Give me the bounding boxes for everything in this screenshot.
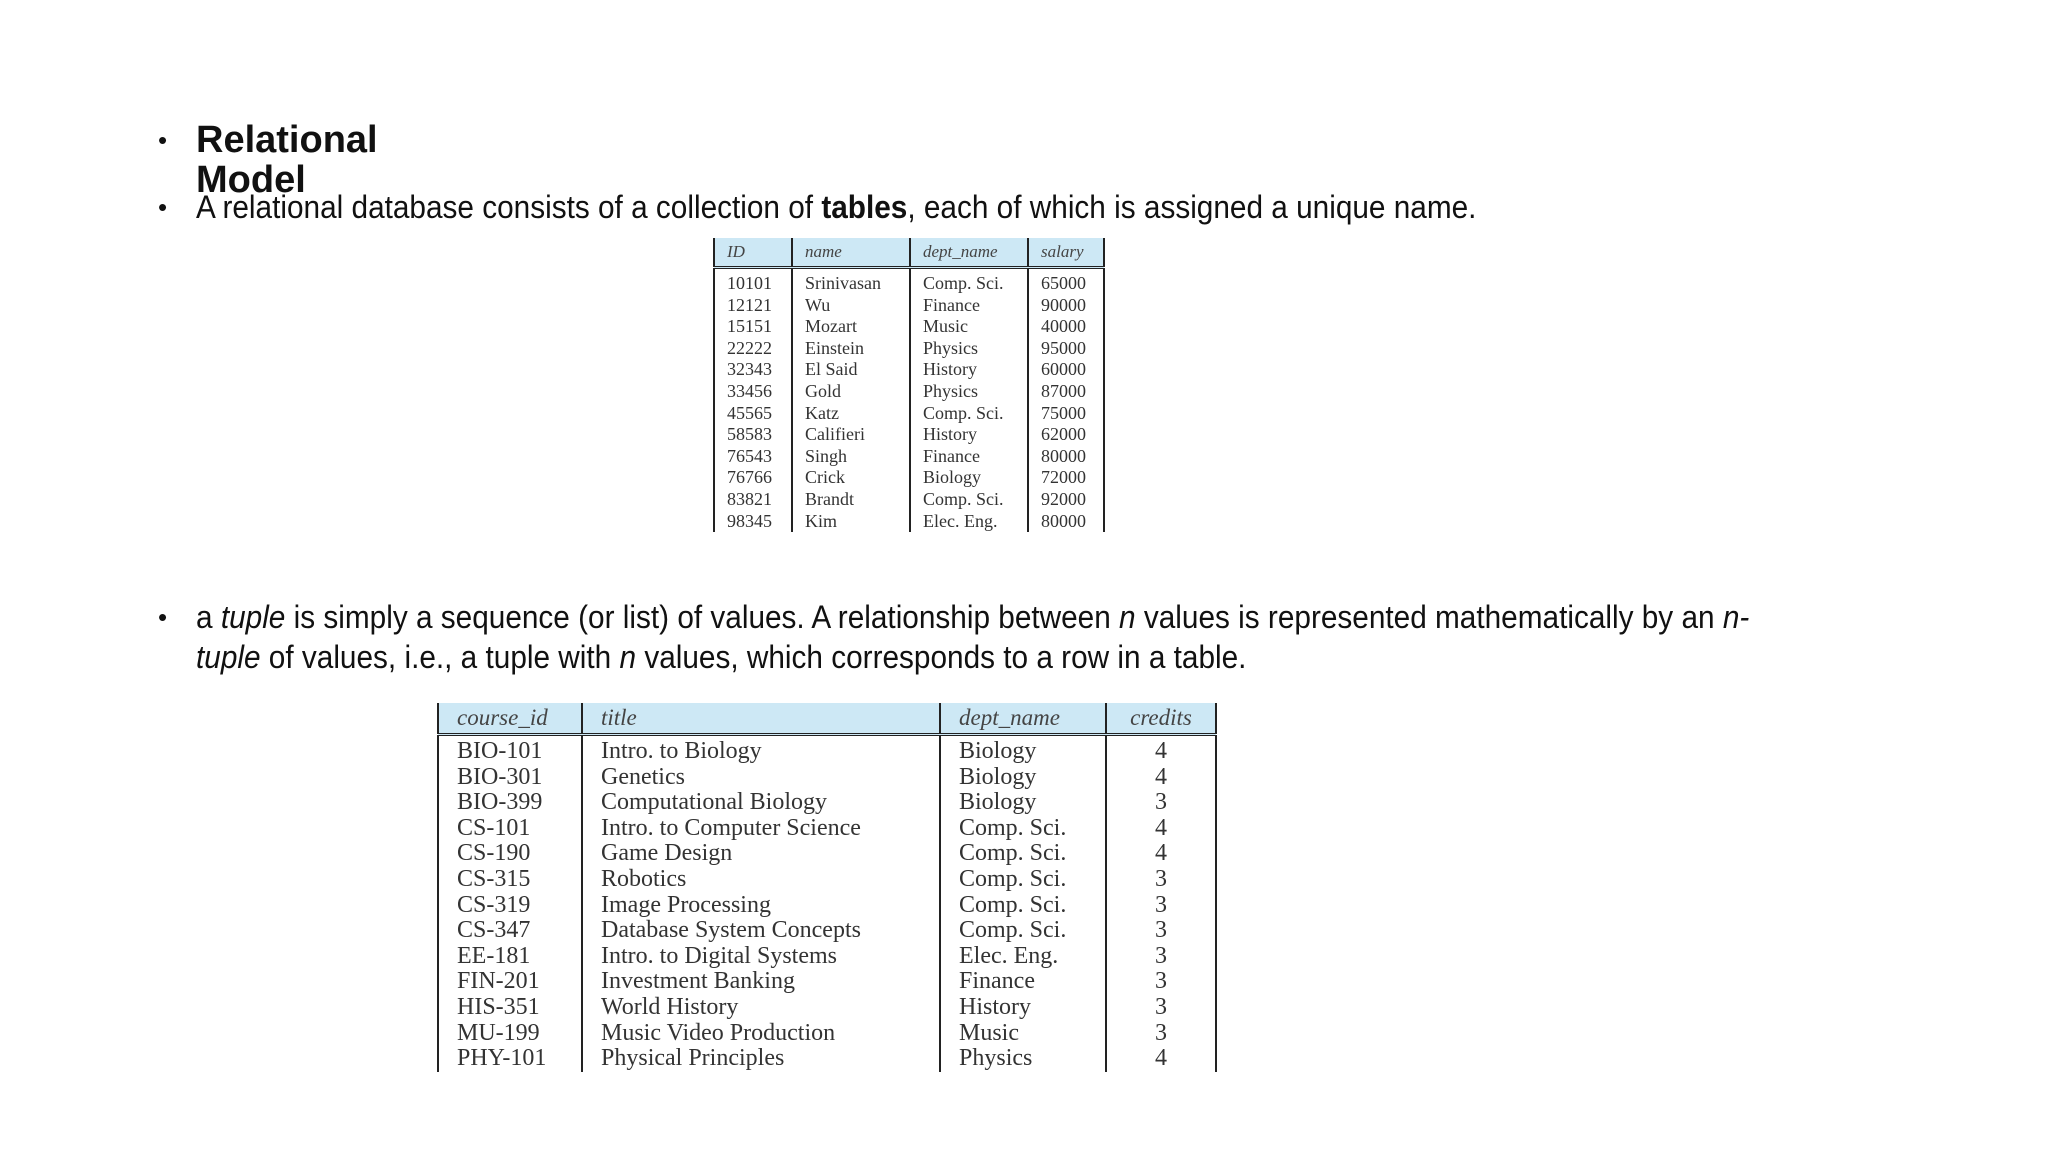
table-cell: BIO-399 [438, 790, 582, 816]
table-cell: Computational Biology [582, 790, 940, 816]
table-cell: CS-347 [438, 918, 582, 944]
text-segment: values, which corresponds to a row in a table. [636, 639, 1247, 675]
table-cell: 98345 [714, 511, 792, 533]
table-row [438, 841, 1216, 867]
slide-title: Relational Model [196, 119, 378, 201]
table-cell: Elec. Eng. [940, 944, 1106, 970]
table-row [438, 790, 1216, 816]
table-cell: Music Video Production [582, 1021, 940, 1047]
column-header-name: name [792, 238, 910, 268]
table-cell: 3 [1106, 944, 1216, 970]
table-cell: Katz [792, 403, 910, 425]
table-cell: History [940, 995, 1106, 1021]
table-row [714, 268, 1104, 295]
text-line [196, 637, 1851, 677]
table-cell: Investment Banking [582, 969, 940, 995]
table-cell: Finance [940, 969, 1106, 995]
instructor-table-body [714, 268, 1104, 533]
table-cell: Genetics [582, 765, 940, 791]
table-cell: 60000 [1028, 359, 1104, 381]
table-row [714, 359, 1104, 381]
table-cell: Finance [910, 295, 1028, 317]
table-cell: Comp. Sci. [940, 867, 1106, 893]
table-cell: 76543 [714, 446, 792, 468]
table-cell: Kim [792, 511, 910, 533]
table-cell: Crick [792, 467, 910, 489]
table-row [714, 511, 1104, 533]
bullet-dot: • [158, 602, 168, 632]
table-row [438, 893, 1216, 919]
table-cell: 3 [1106, 1021, 1216, 1047]
table-cell: CS-101 [438, 816, 582, 842]
table-cell: 12121 [714, 295, 792, 317]
table-cell: HIS-351 [438, 995, 582, 1021]
course-table-body [438, 735, 1216, 1072]
table-cell: 33456 [714, 381, 792, 403]
table-cell: 3 [1106, 995, 1216, 1021]
course-table [437, 703, 1217, 1072]
text-line [196, 597, 1851, 637]
relational-database-text [196, 187, 1476, 227]
table-cell: Comp. Sci. [910, 403, 1028, 425]
table-cell: Database System Concepts [582, 918, 940, 944]
table-cell: Gold [792, 381, 910, 403]
table-cell: 83821 [714, 489, 792, 511]
table-cell: Music [940, 1021, 1106, 1047]
tables-bold-word: tables [821, 189, 908, 225]
table-cell: EE-181 [438, 944, 582, 970]
table-cell: Comp. Sci. [940, 918, 1106, 944]
table-cell: Comp. Sci. [940, 816, 1106, 842]
table-cell: 58583 [714, 424, 792, 446]
column-header-id: ID [714, 238, 792, 268]
tuple-definition-text [196, 597, 1851, 677]
table-cell: 4 [1106, 841, 1216, 867]
table-cell: Mozart [792, 316, 910, 338]
table-cell: Comp. Sci. [940, 841, 1106, 867]
table-row [438, 918, 1216, 944]
instructor-table [713, 238, 1105, 532]
text-segment: a [196, 599, 221, 635]
table-row [714, 467, 1104, 489]
table-cell: 3 [1106, 867, 1216, 893]
table-row [438, 944, 1216, 970]
table-row [438, 1046, 1216, 1072]
table-row [438, 867, 1216, 893]
course-header-row [438, 703, 1216, 735]
table-cell: 4 [1106, 1046, 1216, 1072]
italic-term: tuple [220, 599, 286, 635]
table-cell: Biology [940, 790, 1106, 816]
table-cell: 90000 [1028, 295, 1104, 317]
table-cell: Elec. Eng. [910, 511, 1028, 533]
table-cell: Robotics [582, 867, 940, 893]
table-cell: BIO-101 [438, 735, 582, 765]
table-cell: 10101 [714, 268, 792, 295]
table-row [714, 381, 1104, 403]
table-cell: Physical Principles [582, 1046, 940, 1072]
table-cell: FIN-201 [438, 969, 582, 995]
column-header-dept-name: dept_name [940, 703, 1106, 735]
table-cell: 4 [1106, 735, 1216, 765]
column-header-title: title [582, 703, 940, 735]
table-cell: 80000 [1028, 511, 1104, 533]
table-cell: Physics [940, 1046, 1106, 1072]
table-cell: CS-190 [438, 841, 582, 867]
bullet-dot: • [158, 125, 168, 155]
table-cell: CS-319 [438, 893, 582, 919]
table-cell: 4 [1106, 816, 1216, 842]
table-cell: Comp. Sci. [940, 893, 1106, 919]
table-cell: 3 [1106, 893, 1216, 919]
table-row [438, 995, 1216, 1021]
table-cell: PHY-101 [438, 1046, 582, 1072]
table-row [714, 424, 1104, 446]
table-row [438, 1021, 1216, 1047]
table-cell: 92000 [1028, 489, 1104, 511]
table-row [438, 765, 1216, 791]
instructor-header-row [714, 238, 1104, 268]
italic-term: n [619, 639, 637, 675]
table-cell: 80000 [1028, 446, 1104, 468]
column-header-course-id: course_id [438, 703, 582, 735]
column-header-credits: credits [1106, 703, 1216, 735]
table-cell: Comp. Sci. [910, 268, 1028, 295]
text-segment: , each of which is assigned a unique name. [907, 189, 1477, 225]
text-segment: values is represented mathematically by an [1135, 599, 1723, 635]
table-row [438, 735, 1216, 765]
table-cell: 3 [1106, 918, 1216, 944]
table-cell: 45565 [714, 403, 792, 425]
table-cell: 32343 [714, 359, 792, 381]
column-header-dept-name: dept_name [910, 238, 1028, 268]
table-cell: Wu [792, 295, 910, 317]
table-cell: 3 [1106, 969, 1216, 995]
table-cell: Physics [910, 381, 1028, 403]
table-cell: Finance [910, 446, 1028, 468]
table-cell: Intro. to Digital Systems [582, 944, 940, 970]
table-cell: History [910, 424, 1028, 446]
table-cell: Image Processing [582, 893, 940, 919]
table-row [714, 295, 1104, 317]
table-cell: 87000 [1028, 381, 1104, 403]
column-header-salary: salary [1028, 238, 1104, 268]
table-cell: Biology [940, 765, 1106, 791]
table-cell: Intro. to Computer Science [582, 816, 940, 842]
table-cell: World History [582, 995, 940, 1021]
table-cell: 65000 [1028, 268, 1104, 295]
table-cell: Intro. to Biology [582, 735, 940, 765]
table-cell: Srinivasan [792, 268, 910, 295]
table-cell: 40000 [1028, 316, 1104, 338]
table-cell: Califieri [792, 424, 910, 446]
italic-term: n- [1722, 599, 1750, 635]
table-row [438, 816, 1216, 842]
table-cell: MU-199 [438, 1021, 582, 1047]
table-row [714, 403, 1104, 425]
table-cell: Brandt [792, 489, 910, 511]
table-cell: Game Design [582, 841, 940, 867]
table-cell: Biology [910, 467, 1028, 489]
italic-term: tuple [196, 639, 261, 675]
table-cell: Comp. Sci. [910, 489, 1028, 511]
table-cell: CS-315 [438, 867, 582, 893]
table-cell: 72000 [1028, 467, 1104, 489]
italic-term: n [1119, 599, 1136, 635]
table-cell: 3 [1106, 790, 1216, 816]
table-cell: Physics [910, 338, 1028, 360]
table-row [438, 969, 1216, 995]
bullet-dot: • [158, 192, 168, 222]
table-cell: 75000 [1028, 403, 1104, 425]
table-cell: 4 [1106, 765, 1216, 791]
table-row [714, 446, 1104, 468]
table-cell: 95000 [1028, 338, 1104, 360]
table-row [714, 316, 1104, 338]
table-cell: Music [910, 316, 1028, 338]
table-row [714, 489, 1104, 511]
table-cell: BIO-301 [438, 765, 582, 791]
table-row [714, 338, 1104, 360]
table-cell: Biology [940, 735, 1106, 765]
text-segment: A relational database consists of a collection of [196, 189, 822, 225]
table-cell: History [910, 359, 1028, 381]
text-segment: of values, i.e., a tuple with [260, 639, 620, 675]
table-cell: El Said [792, 359, 910, 381]
table-cell: 15151 [714, 316, 792, 338]
table-cell: Einstein [792, 338, 910, 360]
table-cell: 76766 [714, 467, 792, 489]
text-segment: is simply a sequence (or list) of values. A relationship between [285, 599, 1120, 635]
table-cell: Singh [792, 446, 910, 468]
table-cell: 62000 [1028, 424, 1104, 446]
table-cell: 22222 [714, 338, 792, 360]
